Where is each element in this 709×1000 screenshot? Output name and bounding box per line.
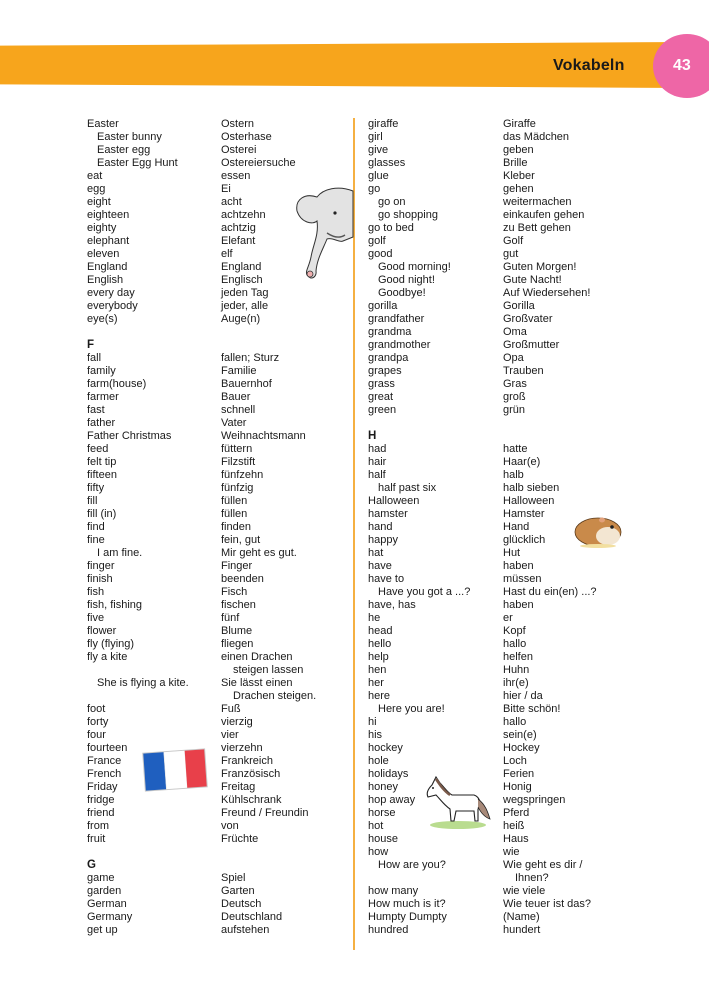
german-translation: Honig (503, 781, 532, 793)
english-term: family (87, 365, 116, 377)
english-term: hat (368, 547, 384, 559)
english-term: hi (368, 716, 377, 728)
german-translation: Gorilla (503, 300, 535, 312)
english-term: farm(house) (87, 378, 147, 390)
german-translation: Haar(e) (503, 456, 541, 468)
english-term: German (87, 898, 127, 910)
english-term: from (87, 820, 109, 832)
english-term: grandpa (368, 352, 409, 364)
german-translation: haben (503, 599, 534, 611)
german-translation: groß (503, 391, 526, 403)
english-term: fifteen (87, 469, 117, 481)
german-translation: Brille (503, 157, 528, 169)
english-term: Father Christmas (87, 430, 172, 442)
english-term: half past six (378, 482, 437, 494)
german-translation: gut (503, 248, 519, 260)
german-translation: achtzehn (221, 209, 266, 221)
english-term: Easter (87, 118, 119, 130)
german-translation: Guten Morgen! (503, 261, 577, 273)
english-term: grandfather (368, 313, 425, 325)
english-term: hair (368, 456, 387, 468)
hamster-illustration (572, 510, 624, 548)
horse-illustration (422, 775, 492, 831)
german-translation: Auge(n) (221, 313, 261, 325)
german-translation: steigen lassen (233, 664, 304, 676)
german-translation: geben (503, 144, 534, 156)
english-term: go on (378, 196, 406, 208)
german-translation: glücklich (503, 534, 546, 546)
english-term: Germany (87, 911, 133, 923)
english-term: golf (368, 235, 386, 247)
german-translation: einkaufen gehen (503, 209, 585, 221)
english-term: forty (87, 716, 109, 728)
english-term: I am fine. (97, 547, 143, 559)
english-term: finish (87, 573, 113, 585)
english-term: have to (368, 573, 405, 585)
english-term: Halloween (368, 495, 420, 507)
german-translation: Mir geht es gut. (221, 547, 297, 559)
german-translation: Giraffe (503, 118, 536, 130)
german-translation: helfen (503, 651, 533, 663)
english-term: eighty (87, 222, 117, 234)
english-term: house (368, 833, 398, 845)
german-translation: hatte (503, 443, 528, 455)
german-translation: füllen (221, 495, 248, 507)
german-translation: grün (503, 404, 526, 416)
german-translation: Huhn (503, 664, 530, 676)
english-term: fifty (87, 482, 105, 494)
german-translation: wie (503, 846, 520, 858)
german-translation: Großvater (503, 313, 553, 325)
english-term: flower (87, 625, 117, 637)
english-term: get up (87, 924, 118, 936)
german-translation: essen (221, 170, 251, 182)
german-translation: Ei (221, 183, 231, 195)
elephant-illustration (283, 183, 355, 283)
english-term: fast (87, 404, 105, 416)
german-translation: Golf (503, 235, 524, 247)
english-term: Easter egg (97, 144, 151, 156)
english-term: Good morning! (378, 261, 451, 273)
german-translation: Osterhase (221, 131, 272, 143)
german-translation: Blume (221, 625, 253, 637)
german-translation: Fisch (221, 586, 248, 598)
german-translation: fallen; Sturz (221, 352, 280, 364)
english-term: hole (368, 755, 389, 767)
english-term: hot (368, 820, 384, 832)
english-term: Friday (87, 781, 118, 793)
german-translation: Freund / Freundin (221, 807, 309, 819)
german-translation: halb (503, 469, 524, 481)
english-term: how many (368, 885, 419, 897)
german-translation: Bauernhof (221, 378, 272, 390)
english-term: Easter Egg Hunt (97, 157, 178, 169)
english-term: honey (368, 781, 398, 793)
english-term: Goodbye! (378, 287, 426, 299)
german-translation: von (221, 820, 239, 832)
english-term: here (368, 690, 391, 702)
german-translation: Bitte schön! (503, 703, 561, 715)
english-term: foot (87, 703, 106, 715)
english-term: four (87, 729, 106, 741)
german-translation: Ostern (221, 118, 255, 130)
german-translation: Ihnen? (515, 872, 549, 884)
german-translation: Spiel (221, 872, 246, 884)
english-term: hamster (368, 508, 408, 520)
german-translation: Großmutter (503, 339, 560, 351)
english-term: how (368, 846, 389, 858)
german-translation: fischen (221, 599, 256, 611)
english-term: English (87, 274, 124, 286)
german-translation: ihr(e) (503, 677, 529, 689)
english-term: giraffe (368, 118, 399, 130)
german-translation: Halloween (503, 495, 555, 507)
german-translation: Wie geht es dir / (503, 859, 583, 871)
english-term: game (87, 872, 115, 884)
german-translation: Osterei (221, 144, 257, 156)
german-translation: fünfzehn (221, 469, 264, 481)
english-term: eight (87, 196, 111, 208)
german-translation: Deutschland (221, 911, 283, 923)
english-term: head (368, 625, 393, 637)
german-translation: vier (221, 729, 239, 741)
german-translation: beenden (221, 573, 264, 585)
english-term: fill (in) (87, 508, 117, 520)
english-term: green (368, 404, 397, 416)
german-translation: Kleber (503, 170, 535, 182)
german-translation: Englisch (221, 274, 263, 286)
english-term: fly a kite (87, 651, 128, 663)
german-translation: England (221, 261, 262, 273)
german-translation: Hut (503, 547, 521, 559)
english-term: friend (87, 807, 115, 819)
english-term: her (368, 677, 384, 689)
german-translation: Kopf (503, 625, 526, 637)
english-term: good (368, 248, 393, 260)
german-translation: Opa (503, 352, 524, 364)
german-translation: Pferd (503, 807, 530, 819)
german-translation: Oma (503, 326, 527, 338)
english-term: help (368, 651, 389, 663)
german-translation: zu Bett gehen (503, 222, 571, 234)
german-translation: jeden Tag (221, 287, 269, 299)
english-term: fish (87, 586, 105, 598)
german-translation: Hast du ein(en) ...? (503, 586, 597, 598)
english-term: fill (87, 495, 98, 507)
german-translation: füllen (221, 508, 248, 520)
german-translation: Freitag (221, 781, 256, 793)
english-term: grandma (368, 326, 412, 338)
german-translation: Sie lässt einen (221, 677, 293, 689)
german-translation: Ostereiersuche (221, 157, 296, 169)
english-term: every day (87, 287, 135, 299)
english-term: grapes (368, 365, 402, 377)
german-translation: Finger (221, 560, 253, 572)
german-translation: heiß (503, 820, 525, 832)
german-translation: halb sieben (503, 482, 560, 494)
english-term: fall (87, 352, 102, 364)
english-term: fridge (87, 794, 115, 806)
german-translation: haben (503, 560, 534, 572)
english-term: She is flying a kite. (97, 677, 189, 689)
german-translation: fliegen (221, 638, 254, 650)
german-translation: sein(e) (503, 729, 537, 741)
german-translation: fünf (221, 612, 240, 624)
english-term: fruit (87, 833, 106, 845)
english-term: England (87, 261, 128, 273)
english-term: Have you got a ...? (378, 586, 471, 598)
english-term: eighteen (87, 209, 130, 221)
english-term: go shopping (378, 209, 438, 221)
english-term: grandmother (368, 339, 431, 351)
german-translation: Hockey (503, 742, 540, 754)
english-term: France (87, 755, 122, 767)
german-translation: Loch (503, 755, 527, 767)
german-translation: Früchte (221, 833, 259, 845)
english-term: How are you? (378, 859, 446, 871)
german-translation: Drachen steigen. (233, 690, 317, 702)
english-term: Here you are! (378, 703, 445, 715)
german-translation: vierzig (221, 716, 253, 728)
english-term: hello (368, 638, 392, 650)
german-translation: Gras (503, 378, 527, 390)
english-term: eleven (87, 248, 120, 260)
german-translation: müssen (503, 573, 542, 585)
english-term: Humpty Dumpty (368, 911, 447, 923)
german-translation: Elefant (221, 235, 256, 247)
english-term: happy (368, 534, 398, 546)
english-term: gorilla (368, 300, 398, 312)
german-translation: Hamster (503, 508, 545, 520)
german-translation: fünfzig (221, 482, 254, 494)
english-term: felt tip (87, 456, 117, 468)
german-translation: das Mädchen (503, 131, 570, 143)
german-translation: Vater (221, 417, 247, 429)
english-term: everybody (87, 300, 138, 312)
german-translation: füttern (221, 443, 253, 455)
german-translation: elf (221, 248, 233, 260)
english-term: he (368, 612, 381, 624)
section-letter: H (368, 430, 377, 442)
english-term: French (87, 768, 122, 780)
german-translation: Frankreich (221, 755, 273, 767)
english-term: girl (368, 131, 383, 143)
english-term: find (87, 521, 105, 533)
german-translation: achtzig (221, 222, 256, 234)
german-translation: fein, gut (221, 534, 261, 546)
english-term: glasses (368, 157, 406, 169)
english-term: holidays (368, 768, 409, 780)
german-translation: Garten (221, 885, 255, 897)
english-term: fish, fishing (87, 599, 143, 611)
german-translation: jeder, alle (221, 300, 269, 312)
section-letter: G (87, 859, 96, 871)
german-translation: schnell (221, 404, 256, 416)
english-term: have (368, 560, 392, 572)
german-translation: hier / da (503, 690, 543, 702)
page-title: Vokabeln (553, 57, 625, 74)
english-term: egg (87, 183, 106, 195)
english-term: had (368, 443, 387, 455)
german-translation: Trauben (503, 365, 544, 377)
german-translation: wie viele (503, 885, 546, 897)
english-term: hockey (368, 742, 403, 754)
german-translation: er (503, 612, 513, 624)
english-term: grass (368, 378, 395, 390)
english-term: go to bed (368, 222, 414, 234)
english-term: fourteen (87, 742, 128, 754)
german-translation: Haus (503, 833, 529, 845)
german-translation: hallo (503, 638, 527, 650)
german-translation: vierzehn (221, 742, 263, 754)
english-term: finger (87, 560, 115, 572)
english-term: father (87, 417, 116, 429)
english-term: eye(s) (87, 313, 118, 325)
english-term: Good night! (378, 274, 435, 286)
page-number: 43 (673, 57, 691, 74)
german-translation: Gute Nacht! (503, 274, 562, 286)
german-translation: weitermachen (503, 196, 572, 208)
english-term: five (87, 612, 105, 624)
english-term: feed (87, 443, 109, 455)
french-flag-illustration (140, 745, 210, 795)
english-term: hand (368, 521, 393, 533)
german-translation: Filzstift (221, 456, 256, 468)
english-term: half (368, 469, 386, 481)
german-translation: Weihnachtsmann (221, 430, 306, 442)
english-term: hen (368, 664, 387, 676)
german-translation: Deutsch (221, 898, 262, 910)
german-translation: Hand (503, 521, 530, 533)
german-translation: Französisch (221, 768, 281, 780)
english-term: give (368, 144, 389, 156)
german-translation: Wie teuer ist das? (503, 898, 592, 910)
german-translation: Kühlschrank (221, 794, 282, 806)
english-term: his (368, 729, 383, 741)
english-term: hop away (368, 794, 416, 806)
english-term: have, has (368, 599, 416, 611)
german-translation: finden (221, 521, 251, 533)
german-translation: hundert (503, 924, 541, 936)
german-translation: aufstehen (221, 924, 270, 936)
section-letter: F (87, 339, 95, 351)
english-term: elephant (87, 235, 130, 247)
german-translation: Familie (221, 365, 257, 377)
english-term: farmer (87, 391, 119, 403)
german-translation: (Name) (503, 911, 540, 923)
german-translation: einen Drachen (221, 651, 293, 663)
german-translation: Bauer (221, 391, 251, 403)
german-translation: wegspringen (503, 794, 566, 806)
german-translation: Fuß (221, 703, 241, 715)
english-term: How much is it? (368, 898, 446, 910)
german-translation: acht (221, 196, 242, 208)
english-term: great (368, 391, 394, 403)
german-translation: Auf Wiedersehen! (503, 287, 591, 299)
english-term: glue (368, 170, 389, 182)
english-term: garden (87, 885, 122, 897)
english-term: go (368, 183, 381, 195)
english-term: hundred (368, 924, 409, 936)
english-term: Easter bunny (97, 131, 162, 143)
german-translation: hallo (503, 716, 527, 728)
english-term: fly (flying) (87, 638, 135, 650)
english-term: horse (368, 807, 396, 819)
german-translation: Ferien (503, 768, 535, 780)
german-translation: gehen (503, 183, 534, 195)
english-term: eat (87, 170, 103, 182)
english-term: fine (87, 534, 105, 546)
